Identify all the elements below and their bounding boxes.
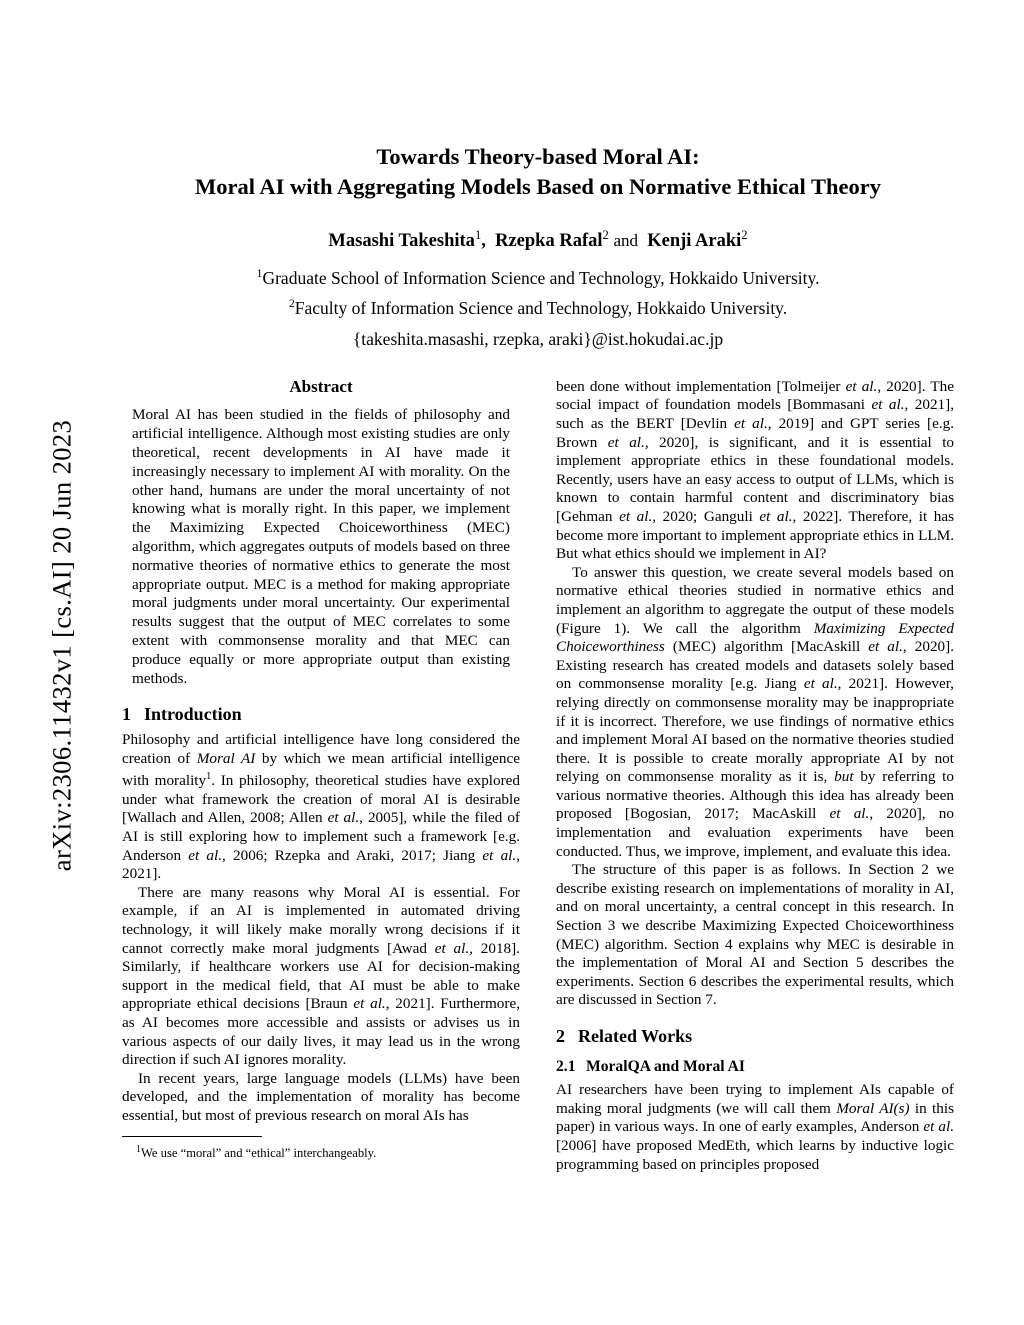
footnote-text: We use “moral” and “ethical” interchangeably.: [141, 1146, 377, 1161]
author-conjunction: and: [613, 231, 638, 251]
section-number-1: 1: [122, 704, 131, 725]
affiliation-1-marker: 1: [256, 266, 263, 281]
affiliation-2: [122, 291, 954, 321]
author-1-affil-marker: 1: [474, 228, 482, 242]
section-number-2: 2: [556, 1026, 565, 1046]
left-column: [122, 378, 520, 1174]
footnote-1: [122, 1142, 520, 1161]
intro-paragraph-4: To answer this question, we create several models based on normative ethical theories studied in normative ethics and implement an algorithm to aggregate the output of these models (Figure 1). We call the algorithm Maximizing Expected Choiceworthiness (MEC) algorithm [MacAskill et al., 2020]. Existing research has created models and datasets solely based on commonsense morality [e.g. Jiang et al., 2021]. However, relying directly on commonsense morality may be inappropriate if it is incorrect. Therefore, we use findings of normative ethics and implement Moral AI based on the normative theories studied there. It is possible to create morally appropriate AI by not relying on commonsense morality as it is, but by referring to various normative theories. Although this idea has already been proposed [Bogosian, 2017; MacAskill et al., 2020], no implementation and evaluation experiments have been conducted. Thus, we improve, implement, and evaluate this idea.: [556, 563, 955, 860]
intro-paragraph-5: The structure of this paper is as follows. In Section 2 we describe existing research on implementations of morality in AI, and on moral uncertainty, a central concept in this research. In Section 3 we describe Maximizing Expected Choiceworthiness (MEC) algorithm. Section 4 explains why MEC is desirable in the implementation of Moral AI and Section 5 describes the experiments. Section 6 describes the experimental results, which are discussed in Section 7.: [556, 861, 954, 1009]
intro-paragraph-3-part-b: been done without implementation [Tolmeijer et al., 2020]. The social impact of foundation models [Bommasani et al., 2021], such as the BERT [Devlin et al., 2019] and GPT series [e.g. Brown et al., 2020], is significant, and it is essential to implement appropriate ethics in these foundational models. Recently, users have an easy access to output of LLMs, which is known to contain harmful content and discriminatory bias [Gehman et al., 2020; Ganguli et al., 2022]. Therefore, it has become more important to implement appropriate ethics in LLM. But what ethics should we implement in AI?: [556, 377, 955, 563]
author-3-affil-marker: 2: [741, 228, 748, 242]
subsection-number-2-1: 2.1: [556, 1057, 576, 1075]
affiliation-1: [122, 261, 954, 291]
author-separator: ,: [481, 231, 486, 252]
author-2: Rzepka Rafal: [495, 231, 603, 252]
title-line-1: Towards Theory-based Moral AI:: [376, 144, 700, 169]
abstract-heading: Abstract: [289, 376, 353, 396]
affiliation-1-text: Graduate School of Information Science and Technology, Hokkaido University.: [262, 267, 820, 288]
affiliation-2-text: Faculty of Information Science and Technology, Hokkaido University.: [294, 297, 788, 318]
related-works-paragraph-1: AI researchers have been trying to implement AIs capable of making moral judgments (we will call them Moral AI(s) in this paper) in various ways. In one of early examples, Anderson et al. [2006] have proposed MedEth, which learns by inductive logic programming based on principles proposed: [556, 1081, 955, 1173]
two-column-body: [122, 378, 954, 1174]
footnote-divider: [122, 1136, 262, 1137]
author-list: [122, 228, 954, 252]
affiliation-2-marker: 2: [288, 295, 295, 310]
paper-content: [122, 0, 954, 1174]
author-1: Masashi Takeshita: [328, 231, 475, 252]
footnote-marker: 1: [136, 1144, 142, 1156]
section-title-2: Related Works: [578, 1026, 693, 1046]
arxiv-identifier-stamp: arXiv:2306.11432v1 [cs.AI] 20 Jun 2023: [46, 419, 77, 872]
intro-paragraph-1: Philosophy and artificial intelligence have long considered the creation of Moral AI by which we mean artificial intelligence with morality$^1$. In philosophy, theoretical studies have explored under what framework the creation of moral AI is desirable [Wallach and Allen, 2008; Allen et al., 2005], while the filed of AI is still exploring how to implement such a framework [e.g. Anderson et al., 2006; Rzepka and Araki, 2017; Jiang et al., 2021].: [122, 730, 520, 883]
intro-paragraph-2: There are many reasons why Moral AI is essential. For example, if an AI is implemented in automated driving technology, it will likely make morally wrong decisions if it cannot correctly make moral judgments [Awad et al., 2018]. Similarly, if healthcare workers use AI for decision-making support in the medical field, that AI must be able to make appropriate ethical decisions [Braun et al., 2021]. Furthermore, as AI becomes more accessible and assists or advises us in various aspects of our daily lives, it may lead us in the wrong direction if such AI ignores morality.: [122, 883, 520, 1069]
right-column: [556, 378, 954, 1174]
section-heading-introduction: [122, 705, 520, 724]
section-title-1: Introduction: [144, 704, 242, 725]
author-3: Kenji Araki: [647, 231, 742, 252]
abstract-text: Moral AI has been studied in the fields of philosophy and artificial intelligence. Although most existing studies are only theoretical, recent developments in AI have made it increasingly necessary to implement AI with morality. On the other hand, humans are under the moral uncertainty of not knowing what is morally right. In this paper, we implement the Maximizing Expected Choiceworthiness (MEC) algorithm, which aggregates outputs of models based on three normative theories of normative ethics to generate the most appropriate output. MEC is a method for making appropriate moral judgments under moral uncertainty. Our experimental results suggest that the output of MEC correlates to some extent with commonsense morality and that MEC can produce equally or more appropriate output than existing methods.: [132, 406, 510, 687]
contact-email: {takeshita.masashi, rzepka, araki}@ist.hokudai.ac.jp: [352, 328, 724, 349]
section-heading-related-works: [556, 1027, 954, 1046]
page-title: [122, 142, 954, 202]
title-line-2: Moral AI with Aggregating Models Based on Normative Ethical Theory: [194, 174, 882, 199]
subsection-heading-moralqa: [556, 1058, 954, 1077]
intro-paragraph-3-part-a: In recent years, large language models (LLMs) have been developed, and the implementation of morality has become essential, but most of previous research on moral AIs has: [122, 1069, 520, 1124]
author-2-affil-marker: 2: [602, 228, 609, 242]
subsection-title-2-1: MoralQA and Moral AI: [586, 1057, 745, 1075]
